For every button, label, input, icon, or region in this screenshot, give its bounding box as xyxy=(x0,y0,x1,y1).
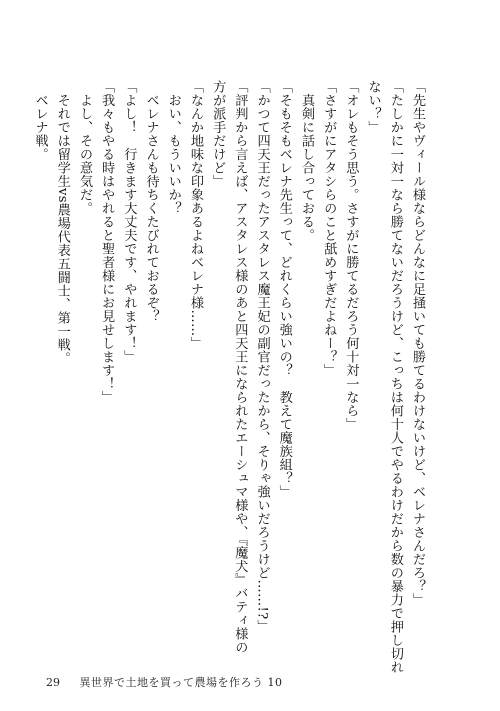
text-line: 「そもそもベレナ先生って、どれくらい強いの？ 教えて魔族組？」 xyxy=(276,80,292,499)
text-line: おい、もういいか？ xyxy=(165,80,181,215)
text-line: 方が派手だけど」 xyxy=(210,80,226,188)
page-number: 29 xyxy=(46,676,60,689)
text-line: 「オレもそう思う。さすがに勝てるだろう何十対一なら」 xyxy=(343,80,359,431)
text-line: 「かつて四天王だったアスタレス魔王妃の副官だったから、そりゃ強いだろうけど……!?」 xyxy=(254,80,270,633)
text-line: 「なんか地味な印象あるよねベレナ様……」 xyxy=(187,80,203,350)
text-line: 「よし！ 行きます大丈夫です、やれます！」 xyxy=(121,80,137,364)
text-line: ない？」 xyxy=(365,80,381,134)
text-line: 「先生やヴィール様ならどんなに足掻いても勝てるわけないけど、ベレナさんだろ？」 xyxy=(410,80,425,607)
vertical-text-body xyxy=(32,80,428,674)
text-line: 「評判から言えば、アスタレス様のあと四天王になられたエーシュマ様や、『魔犬』バティ様の xyxy=(232,80,248,654)
text-line: 「たしかに一対一なら勝てないだろうけど、こっちは何十人でやるわけだから数の暴力で押し切れ xyxy=(387,80,403,674)
text-line: 「さすがにアタシらのこと舐めすぎだよねー？」 xyxy=(321,80,337,377)
book-title: 異世界で土地を買って農場を作ろう 10 xyxy=(79,676,283,689)
text-line: それでは留学生vs農場代表五闘士、第一戦。 xyxy=(54,80,70,365)
text-line: よし、その意気だ。 xyxy=(76,80,92,215)
text-line: 「我々もやる時はやれると聖者様にお見せします！」 xyxy=(99,80,115,404)
text-line: ベレナさんも待ちくたびれておるぞ？ xyxy=(143,80,159,323)
text-line: ベレナ戦。 xyxy=(32,80,48,161)
text-line: 真剣に話し合っておる。 xyxy=(298,80,314,242)
page-footer xyxy=(46,676,283,690)
